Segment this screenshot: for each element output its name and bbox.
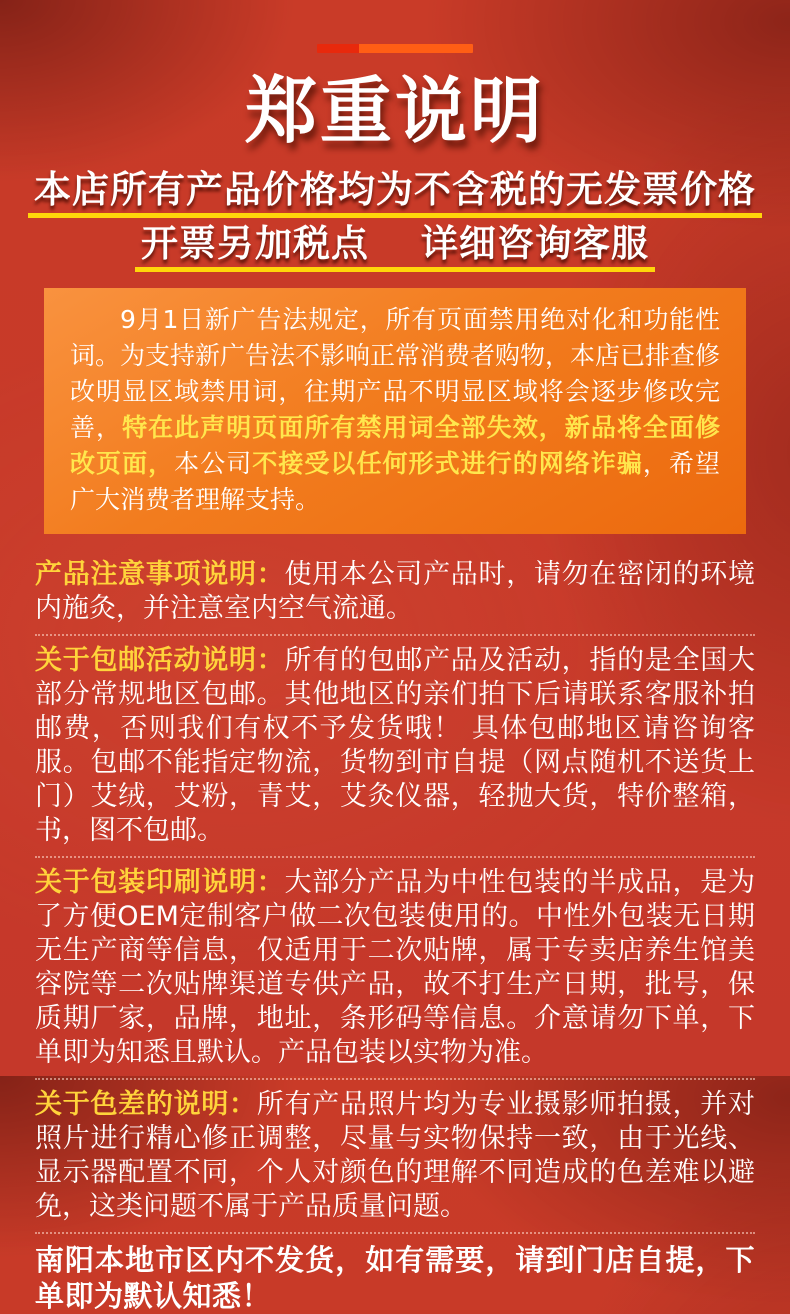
text-segment-normal: ，希望广大消费者理解支持。: [70, 449, 720, 515]
price-statement-block: [0, 164, 790, 273]
price-statement-line-1: 本店所有产品价格均为不含税的无发票价格: [28, 168, 762, 218]
product-care-notice: [35, 558, 755, 626]
text-segment-highlight: 不接受以任何形式进行的网络诈骗: [252, 449, 643, 479]
text-segment-label: 关于包邮活动说明：: [35, 645, 285, 677]
text-segment-normal: 所有的包邮产品及活动，指的是全国大部分常规地区包邮。其他地区的亲们拍下后请联系客服补拍邮费，否则我们有权不予发货哦！ 具体包邮地区请咨询客服。包邮不能指定物流，货物到市自提（网点随机不送货上门）艾绒，艾粉，青艾，艾灸仪器，轻抛大货，特价整箱，书，图不包邮。: [35, 645, 756, 847]
free-shipping-notice: [35, 644, 755, 848]
dotted-divider: [35, 856, 755, 858]
text-segment-normal: 所有产品照片均为专业摄影师拍摄，并对照片进行精心修正调整，尽量与实物保持一致，由于光线、显示器配置不同，个人对颜色的理解不同造成的色差难以避免，这类问题不属于产品质量问题。: [35, 1089, 756, 1223]
dotted-divider: [35, 1078, 755, 1080]
page-title: 郑重说明: [244, 69, 545, 153]
hero-header: [0, 0, 790, 272]
price-statement-row: [0, 218, 790, 272]
text-segment-highlight: 特在此声明页面所有禁用词全部失效，新品将全面修改页面，: [70, 413, 720, 479]
dotted-divider: [35, 1232, 755, 1234]
text-segment-label: 关于色差的说明：: [35, 1089, 257, 1121]
accent-bar-decoration: [317, 44, 473, 53]
packaging-printing-notice: [35, 866, 755, 1070]
text-segment-normal: 大部分产品为中性包装的半成品，是为了方便OEM定制客户做二次包装使用的。中性外包装无日期无生产商等信息，仅适用于二次贴牌，属于专卖店养生馆美容院等二次贴牌渠道专供产品，故不打生产日期，批号，保质期厂家，品牌，地址，条形码等信息。介意请勿下单，下单即为知悉且默认。产品包装以实物为准。: [35, 867, 756, 1069]
dotted-divider: [35, 634, 755, 636]
text-segment-label: 关于包装印刷说明：: [35, 867, 285, 899]
text-segment-normal: 9月1日新广告法规定，所有页面禁用绝对化和功能性词。为支持新广告法不影响正常消费者购物，本店已排查修改明显区域禁用词，往期产品不明显区域将会逐步修改完善，: [70, 305, 721, 443]
text-segment-normal: 使用本公司产品时，请勿在密闭的环境内施灸，并注意室内空气流通。: [35, 559, 756, 625]
ad-law-notice-text: [70, 302, 720, 518]
notes-content: [0, 534, 790, 1314]
color-difference-notice: [35, 1088, 755, 1224]
price-statement-row: [0, 164, 790, 218]
price-statement-line-2: 开票另加税点 详细咨询客服: [135, 222, 655, 272]
ad-law-notice-box: [44, 288, 746, 534]
text-segment-normal: 本公司: [174, 449, 253, 479]
local-pickup-notice: 南阳本地市区内不发货，如有需要，请到门店自提，下单即为默认知悉！: [35, 1243, 755, 1314]
text-segment-label: 产品注意事项说明：: [35, 559, 285, 591]
